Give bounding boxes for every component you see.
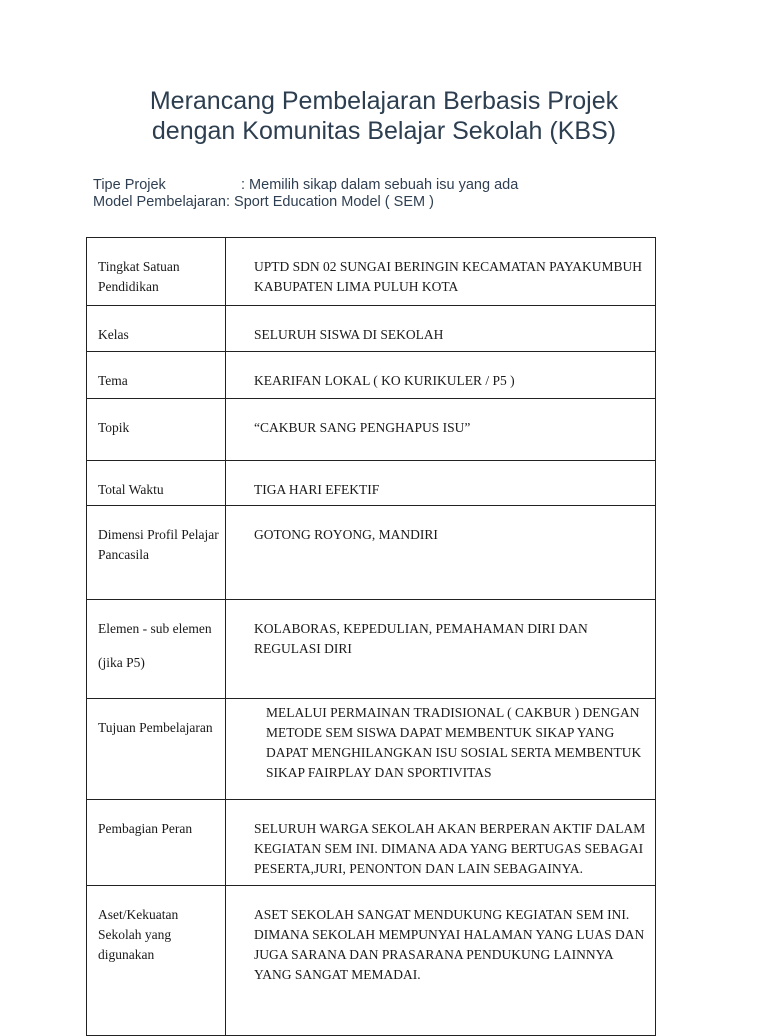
table-row (87, 461, 656, 506)
row-label: Kelas (87, 306, 226, 352)
row-label: Tingkat Satuan Pendidikan (87, 238, 226, 306)
project-table (86, 237, 656, 1036)
table-row (87, 399, 656, 461)
project-meta (93, 177, 518, 211)
row-value: KEARIFAN LOKAL ( KO KURIKULER / P5 ) (226, 352, 656, 399)
table-row (87, 600, 656, 699)
row-label: Topik (87, 399, 226, 461)
row-label-cell (87, 600, 226, 699)
table-row (87, 506, 656, 600)
row-label: Tema (87, 352, 226, 399)
meta-row-model (93, 194, 518, 211)
table-row (87, 238, 656, 306)
row-value: ASET SEKOLAH SANGAT MENDUKUNG KEGIATAN SEM INI. DIMANA SEKOLAH MEMPUNYAI HALAMAN YANG LUAS DAN JUGA SARANA DAN PRASARANA PENDUKUNG LAINNYA YANG SANGAT MEMADAI. (226, 886, 656, 1036)
row-label: Aset/Kekuatan Sekolah yang digunakan (87, 886, 226, 1036)
title-line-2: dengan Komunitas Belajar Sekolah (KBS) (151, 117, 617, 145)
row-label: Pembagian Peran (87, 800, 226, 886)
row-value: SELURUH WARGA SEKOLAH AKAN BERPERAN AKTIF DALAM KEGIATAN SEM INI. DIMANA ADA YANG BERTUGAS SEBAGAI PESERTA,JURI, PENONTON DAN LAIN SEBAGAINYA. (226, 800, 656, 886)
document-title (0, 86, 768, 146)
table-row (87, 699, 656, 800)
title-line-1: Merancang Pembelajaran Berbasis Projek (149, 87, 619, 115)
model-label: Model Pembelajaran (93, 194, 226, 210)
row-value: KOLABORAS, KEPEDULIAN, PEMAHAMAN DIRI DAN REGULASI DIRI (226, 600, 656, 699)
row-label: Total Waktu (87, 461, 226, 506)
row-value: “CAKBUR SANG PENGHAPUS ISU” (226, 399, 656, 461)
table-row (87, 352, 656, 399)
row-value: SELURUH SISWA DI SEKOLAH (226, 306, 656, 352)
tipe-value: : Memilih sikap dalam sebuah isu yang ada (241, 177, 519, 193)
model-value: : Sport Education Model ( SEM ) (226, 194, 434, 210)
row-value: TIGA HARI EFEKTIF (226, 461, 656, 506)
row-value: GOTONG ROYONG, MANDIRI (226, 506, 656, 600)
row-value: UPTD SDN 02 SUNGAI BERINGIN KECAMATAN PAYAKUMBUH KABUPATEN LIMA PULUH KOTA (226, 238, 656, 306)
row-value: MELALUI PERMAINAN TRADISIONAL ( CAKBUR ) DENGAN METODE SEM SISWA DAPAT MEMBENTUK SIKAP YANG DAPAT MENGHILANGKAN ISU SOSIAL SERTA MEMBENTUK SIKAP FAIRPLAY DAN SPORTIVITAS (226, 699, 656, 800)
tipe-label: Tipe Projek (93, 177, 166, 193)
table-row (87, 886, 656, 1036)
row-label-note: (jika P5) (98, 655, 145, 670)
table-row (87, 306, 656, 352)
meta-row-tipe (93, 177, 518, 194)
row-label: Elemen - sub elemen (98, 621, 212, 636)
row-label: Tujuan Pembelajaran (87, 699, 226, 800)
table-row (87, 800, 656, 886)
row-label: Dimensi Profil Pelajar Pancasila (87, 506, 226, 600)
